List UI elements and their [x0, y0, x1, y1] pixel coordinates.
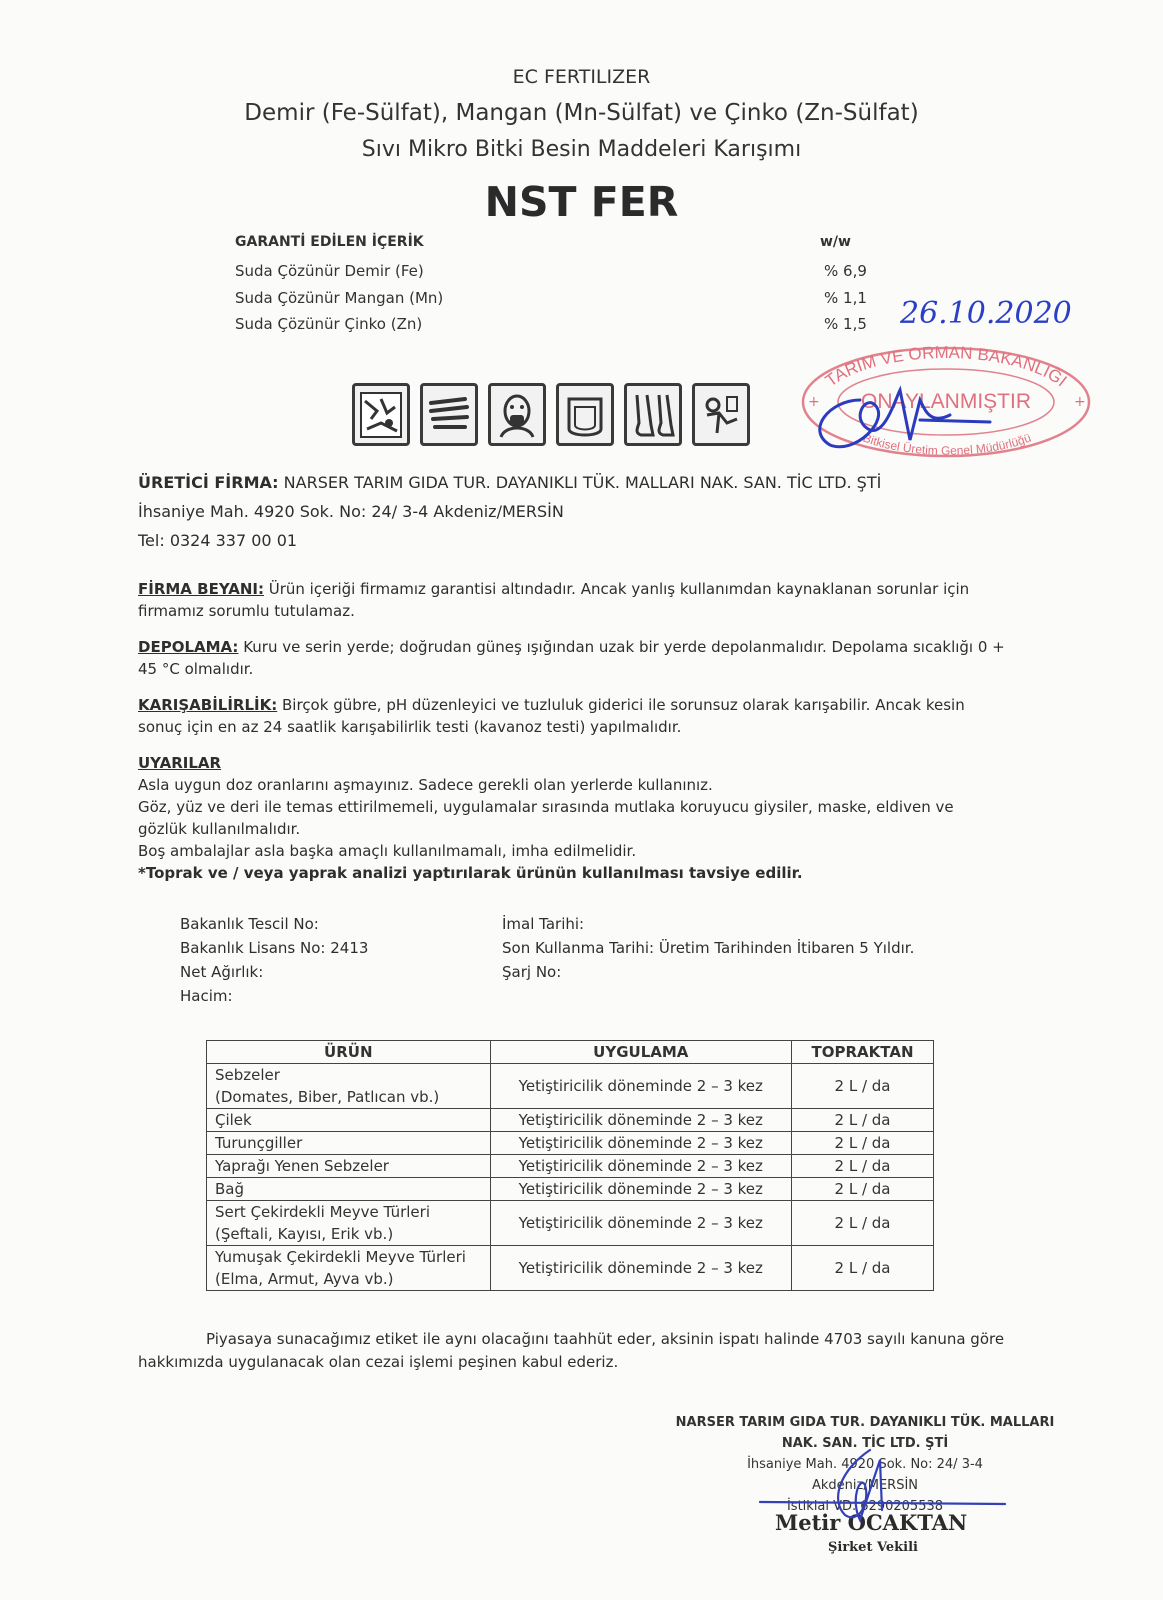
storage-label: DEPOLAMA: [138, 638, 239, 656]
product-cell: Sebzeler (Domates, Biber, Patlıcan vb.) [207, 1064, 491, 1109]
producer-address: İhsaniye Mah. 4920 Sok. No: 24/ 3-4 Akdeniz/MERSİN [138, 502, 564, 521]
stamp-signature [800, 360, 1000, 460]
registry-field: Bakanlık Lisans No: 2413 [180, 939, 369, 957]
dose-cell: 2 L / da [792, 1132, 934, 1155]
composition-name: Suda Çözünür Mangan (Mn) [235, 289, 444, 307]
product-cell: Sert Çekirdekli Meyve Türleri (Şeftali, Kayısı, Erik vb.) [207, 1201, 491, 1246]
product-name: NST FER [484, 178, 679, 226]
safety-pictograms [352, 383, 750, 446]
application-cell: Yetiştiricilik döneminde 2 – 3 kez [490, 1178, 792, 1201]
registry-field: Şarj No: [502, 963, 562, 981]
warning-recommendation: *Toprak ve / veya yaprak analizi yaptırılarak ürünün kullanılması tavsiye edilir. [138, 864, 803, 882]
table-row [207, 1201, 934, 1246]
registry-right [502, 912, 914, 984]
dose-cell: 2 L / da [792, 1246, 934, 1291]
commitment-line: hakkımızda uygulanacak olan cezai işlemi peşinen kabul ederiz. [138, 1353, 619, 1371]
composition-unit: w/w [820, 234, 851, 250]
product-cell: Çilek [207, 1109, 491, 1132]
warning-line: Asla uygun doz oranlarını aşmayınız. Sadece gerekli olan yerlerde kullanınız. [138, 776, 713, 794]
application-table [206, 1040, 934, 1291]
registry-field: İmal Tarihi: [502, 915, 585, 933]
stamp-top-text: TARIM VE ORMAN BAKANLIĞI [821, 342, 1071, 391]
boots-icon [624, 383, 682, 446]
warning-line: Göz, yüz ve deri ile temas ettirilmemeli, uygulamalar sırasında mutlaka koruyucu giysiler, maske, eldiven ve gözlük kullanılmalıdır. [138, 798, 954, 838]
registry-left [180, 912, 368, 1008]
composition-name: Suda Çözünür Demir (Fe) [235, 262, 424, 280]
table-header-row [207, 1041, 934, 1064]
column-header: UYGULAMA [490, 1041, 792, 1064]
dose-cell: 2 L / da [792, 1201, 934, 1246]
stamp-bottom-text: Bitkisel Üretim Genel Müdürlüğü [861, 430, 1033, 458]
registry-field: Son Kullanma Tarihi: Üretim Tarihinden İtibaren 5 Yıldır. [502, 939, 915, 957]
product-cell: Turunçgiller [207, 1132, 491, 1155]
declaration-text: Ürün içeriği firmamız garantisi altındadır. Ancak yanlış kullanımdan kaynaklanan sorunlar için firmamız sorumlu tutulamaz. [138, 580, 970, 620]
producer-label: ÜRETİCİ FİRMA: [138, 473, 279, 492]
composition-title: GARANTİ EDİLEN İÇERİK [235, 234, 424, 250]
table-row [207, 1109, 934, 1132]
product-cell: Yumuşak Çekirdekli Meyve Türleri (Elma, Armut, Ayva vb.) [207, 1246, 491, 1291]
dose-cell: 2 L / da [792, 1178, 934, 1201]
declaration-paragraph [138, 578, 988, 622]
column-header: TOPRAKTAN [792, 1041, 934, 1064]
wash-hands-icon [352, 383, 410, 446]
svg-text:+: + [808, 394, 820, 410]
table-row [207, 1246, 934, 1291]
product-cell: Yaprağı Yenen Sebzeler [207, 1155, 491, 1178]
application-cell: Yetiştiricilik döneminde 2 – 3 kez [490, 1155, 792, 1178]
producer-name: NARSER TARIM GIDA TUR. DAYANIKLI TÜK. MALLARI NAK. SAN. TİC LTD. ŞTİ [278, 473, 882, 492]
bottom-signature [750, 1440, 1010, 1550]
mask-icon [488, 383, 546, 446]
application-cell: Yetiştiricilik döneminde 2 – 3 kez [490, 1246, 792, 1291]
mixing-label: KARIŞABİLİRLİK: [138, 696, 278, 714]
composition-value: % 1,1 [824, 289, 867, 307]
header-line-2: Demir (Fe-Sülfat), Mangan (Mn-Sülfat) ve Çinko (Zn-Sülfat) [244, 100, 919, 126]
application-cell: Yetiştiricilik döneminde 2 – 3 kez [490, 1064, 792, 1109]
composition-value: % 6,9 [824, 262, 867, 280]
warnings-label: UYARILAR [138, 754, 222, 772]
producer-phone: Tel: 0324 337 00 01 [138, 531, 298, 550]
storage-paragraph [138, 636, 1008, 680]
application-cell: Yetiştiricilik döneminde 2 – 3 kez [490, 1132, 792, 1155]
address-line: İhsaniye Mah. 4920 Sok. No: 24/ 3-4 [747, 1457, 983, 1472]
application-cell: Yetiştiricilik döneminde 2 – 3 kez [490, 1109, 792, 1132]
table-row [207, 1178, 934, 1201]
gloves-icon [420, 383, 478, 446]
mixing-paragraph [138, 694, 988, 738]
table-row [207, 1155, 934, 1178]
dose-cell: 2 L / da [792, 1064, 934, 1109]
header-line-3: Sıvı Mikro Bitki Besin Maddeleri Karışımı [361, 137, 802, 162]
header-line-1: EC FERTILIZER [512, 66, 651, 88]
keep-away-icon [692, 383, 750, 446]
registry-field: Hacim: [180, 987, 233, 1005]
column-header: ÜRÜN [207, 1041, 491, 1064]
composition-name: Suda Çözünür Çinko (Zn) [235, 315, 423, 333]
registry-field: Bakanlık Tescil No: [180, 915, 319, 933]
handwritten-date: 26.10.2020 [900, 296, 1072, 331]
mixing-text: Birçok gübre, pH düzenleyici ve tuzluluk giderici ile sorunsuz olarak karışabilir. Ancak kesin sonuç için en az 24 saatlik karışabilirlik testi (kavanoz testi) yapılmalıdır. [138, 696, 965, 736]
composition-value: % 1,5 [824, 315, 867, 333]
warnings-section [138, 752, 988, 884]
commitment-line: Piyasaya sunacağımız etiket ile aynı olacağını taahhüt eder, aksinin ispatı halinde 4703 sayılı kanuna göre [206, 1330, 1005, 1348]
dose-cell: 2 L / da [792, 1155, 934, 1178]
table-row [207, 1064, 934, 1109]
registry-field: Net Ağırlık: [180, 963, 264, 981]
producer-line [138, 468, 1038, 498]
tax-line: İstiklal VD. 6290205538 [786, 1499, 944, 1514]
address-line: Akdeniz/MERSİN [812, 1478, 918, 1493]
signer-title: Şirket Vekili [828, 1540, 918, 1555]
svg-text:+: + [1074, 394, 1086, 410]
storage-text: Kuru ve serin yerde; doğrudan güneş ışığından uzak bir yerde depolanmalıdır. Depolama sıcaklığı 0 + 45 °C olmalıdır. [138, 638, 1005, 678]
company-line: NARSER TARIM GIDA TUR. DAYANIKLI TÜK. MALLARI [675, 1415, 1055, 1430]
application-cell: Yetiştiricilik döneminde 2 – 3 kez [490, 1201, 792, 1246]
table-row [207, 1132, 934, 1155]
stamp-middle-text: ONAYLANMIŞTIR [861, 390, 1031, 413]
signer-name: Metir OCAKTAN [775, 1510, 968, 1535]
declaration-label: FİRMA BEYANI: [138, 580, 264, 598]
face-shield-icon [556, 383, 614, 446]
company-line: NAK. SAN. TİC LTD. ŞTİ [781, 1436, 949, 1451]
product-cell: Bağ [207, 1178, 491, 1201]
warning-line: Boş ambalajlar asla başka amaçlı kullanılmamalı, imha edilmelidir. [138, 842, 637, 860]
dose-cell: 2 L / da [792, 1109, 934, 1132]
